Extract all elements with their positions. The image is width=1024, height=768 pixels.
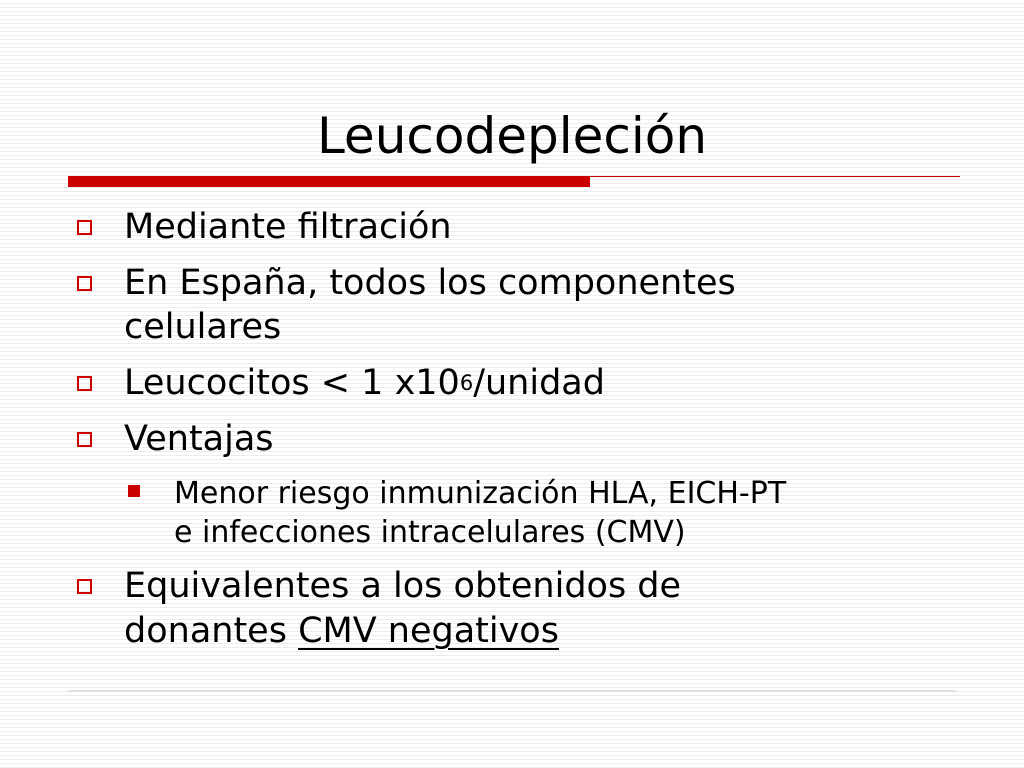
slide-title: Leucodepleción bbox=[316, 107, 708, 165]
hollow-square-bullet-icon bbox=[77, 432, 92, 447]
sub-bullet-text-line2: e infecciones intracelulares (CMV) bbox=[174, 515, 686, 550]
bullet-text-line1: Equivalentes a los obtenidos de bbox=[124, 566, 682, 606]
footer-divider bbox=[68, 690, 956, 692]
hollow-square-bullet-icon bbox=[77, 276, 92, 291]
sub-bullet-text-line1: Menor riesgo inmunización HLA, EICH-PT bbox=[174, 476, 787, 511]
cmv-negative-underlined: CMV negativos bbox=[298, 611, 559, 651]
bullet-text-line2: celulares bbox=[124, 307, 282, 347]
filled-square-bullet-icon bbox=[128, 485, 140, 497]
leukocytes-suffix: /unidad bbox=[473, 363, 605, 403]
bullet-text: Mediante filtración bbox=[124, 207, 452, 247]
bullet-text: Ventajas bbox=[124, 419, 274, 459]
bullet-text bbox=[124, 362, 605, 404]
bullet-text-line2 bbox=[124, 610, 559, 652]
leukocytes-prefix: Leucocitos < 1 x10 bbox=[124, 363, 460, 403]
bullet-text-line1: En España, todos los componentes bbox=[124, 263, 736, 303]
hollow-square-bullet-icon bbox=[77, 579, 92, 594]
exponent: 6 bbox=[459, 371, 474, 395]
hollow-square-bullet-icon bbox=[77, 376, 92, 391]
donors-prefix: donantes bbox=[124, 611, 299, 651]
hollow-square-bullet-icon bbox=[77, 220, 92, 235]
